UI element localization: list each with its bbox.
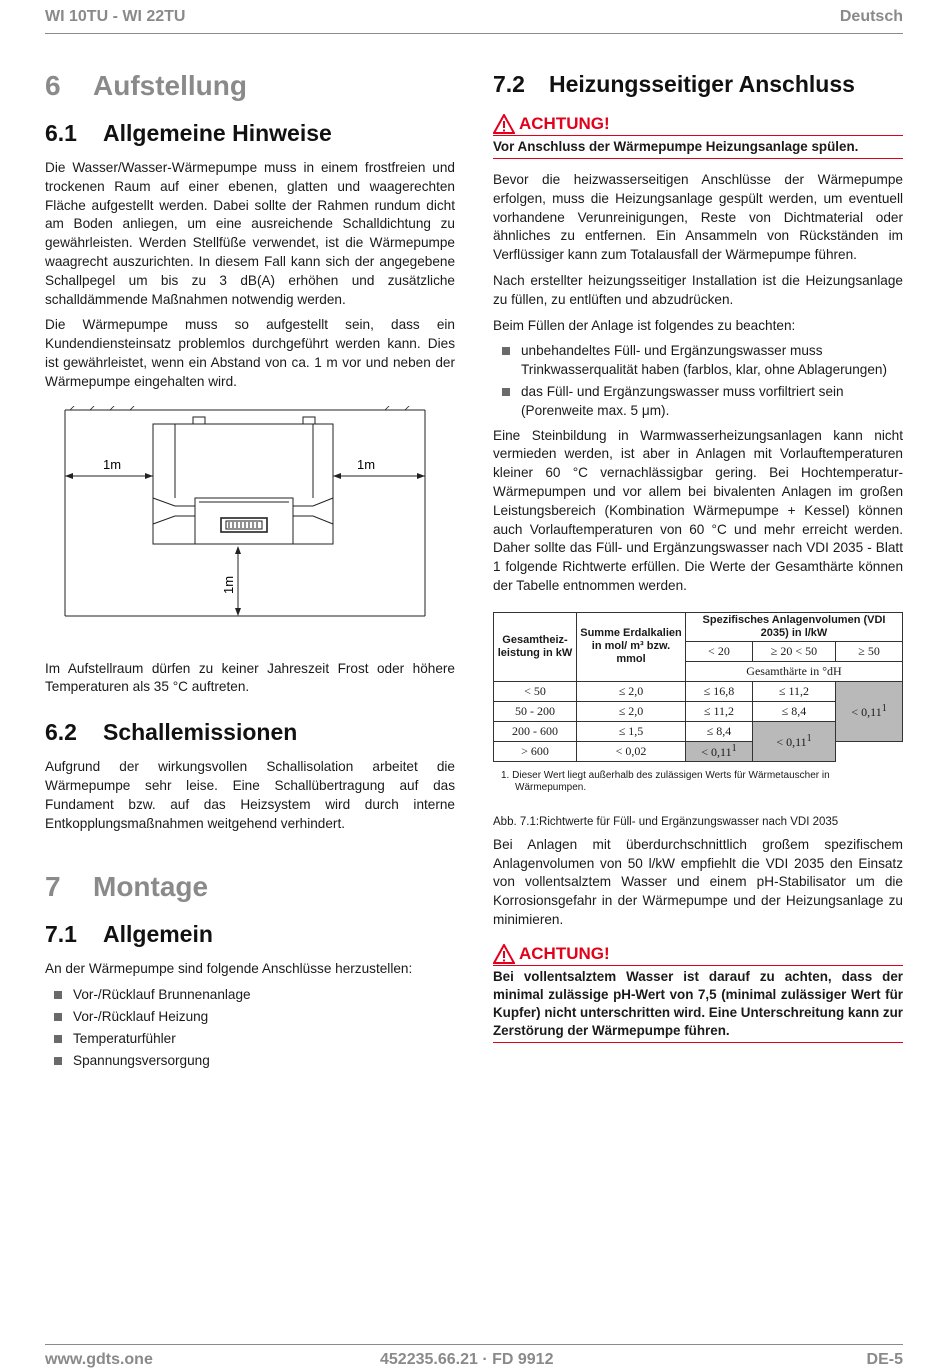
paragraph: Die Wasser/Wasser-Wärmepumpe muss in einem frostfreien und trockenen Raum auf einer ebenen, glatten und waagerechten Fläche aufgestellt werden. Dabei sollte der Rahmen rundum dicht am Boden anliegen, um eine ausreichende Schalldichtung zu gewährleisten. Werden Stellfüße verwendet, ist die Wärmepumpe waagrecht auszurichten. In diesem Fall kann sich der angegebene Schallpegel um bis zu 3 dB(A) erhöhen und zusätzliche schalldämmende Maßnahmen notwendig werden.	[45, 160, 455, 307]
table-header-vol-1: < 20	[686, 641, 753, 661]
paragraph: Im Aufstellraum dürfen zu keiner Jahreszeit Frost oder höhere Temperaturen als 35 °C auftreten.	[45, 660, 455, 695]
warning-title: ACHTUNG!	[519, 943, 610, 963]
table-header-vol-2: ≥ 20 < 50	[752, 641, 835, 661]
table-header-volume: Spezifisches Anlagenvolumen (VDI 2035) in l/kW	[686, 612, 903, 641]
section-7-1-heading: 7.1 Allgemein	[45, 921, 213, 948]
table-row: > 600 < 0,02 < $0,11^1$	[494, 741, 903, 761]
filling-rules-list	[493, 342, 903, 420]
table-row: < 50 ≤ 2,0 ≤ 16,8 ≤ 11,2 < $0,11^1$	[494, 681, 903, 701]
header-model: WI 10TU - WI 22TU	[45, 8, 186, 25]
warning-text: Vor Anschluss der Wärmepumpe Heizungsanlage spülen.	[493, 136, 903, 159]
list-item: Temperaturfühler	[45, 1030, 455, 1049]
paragraph: An der Wärmepumpe sind folgende Anschlüsse herzustellen:	[45, 961, 413, 977]
figure-caption: Abb. 7.1:Richtwerte für Füll- und Ergänzungswasser nach VDI 2035	[493, 815, 839, 828]
connection-list	[45, 986, 455, 1070]
paragraph: Aufgrund der wirkungsvollen Schallisolation arbeitet die Wärmepumpe sehr leise. Eine Schallübertragung auf das Fundament bzw. auf das Heizsystem wird durch interne Entkopplungsmaßnahmen weitgehend verhindert.	[45, 759, 455, 831]
paragraph: Die Wärmepumpe muss so aufgestellt sein, dass ein Kundendiensteinsatz problemlos durchgeführt werden kann. Dies ist gewährleistet, wenn ein Abstand von ca. 1 m vor und neben der Wärmepumpe eingehalten wird.	[45, 317, 455, 389]
warning-title: ACHTUNG!	[519, 114, 610, 133]
table-header-vol-3: ≥ 50	[836, 641, 903, 661]
warning-box	[493, 114, 903, 159]
clearance-diagram	[45, 406, 455, 656]
footer-divider	[45, 1344, 903, 1345]
warning-triangle-icon	[493, 114, 515, 134]
chapter-7-heading: 7 Montage	[45, 871, 209, 903]
section-7-2-heading: 7.2 Heizungsseitiger Anschluss	[493, 71, 855, 97]
clearance-diagram-svg	[45, 406, 455, 656]
chapter-6-heading: 6 Aufstellung	[45, 70, 247, 101]
footer-website: www.gdts.one	[45, 1351, 153, 1368]
list-item: Vor-/Rücklauf Brunnenanlage	[45, 986, 455, 1005]
table-footnote: 1. Dieser Wert liegt außerhalb des zulässigen Werts für Wärmetauscher in Wärmepumpen.	[501, 769, 830, 793]
merged-hardness-cell: < $0,11^1$	[836, 681, 903, 741]
left-column	[45, 60, 455, 1076]
right-column	[493, 60, 903, 1055]
merged-hardness-cell: < $0,11^1$	[752, 721, 835, 761]
table-header-power: Gesamtheiz-leistung in kW	[494, 612, 577, 681]
table-header-sum: Summe Erdalkalien in mol/ m³ bzw. mmol	[577, 612, 686, 681]
footer-doc-number: 452235.66.21 · FD 9912	[380, 1351, 554, 1368]
section-6-1-heading: 6.1 Allgemeine Hinweise	[45, 120, 332, 146]
paragraph: Nach erstellter heizungsseitiger Installation ist die Heizungsanlage zu füllen, zu entlüften und abzudrücken.	[493, 272, 903, 307]
dimension-right-label: 1m	[357, 456, 376, 472]
list-item: Spannungsversorgung	[45, 1052, 455, 1071]
header-language: Deutsch	[839, 8, 903, 25]
header-divider	[45, 33, 903, 34]
paragraph: Bei Anlagen mit überdurchschnittlich großem spezifischem Anlagenvolumen von 50 l/kW empfiehlt die VDI 2035 den Einsatz von vollentsalztem Wasser und einem pH-Stabilisator um die Korrosionsgefahr in der Wärmepumpe und der Heizungsanlage zu minimieren.	[493, 836, 903, 927]
section-6-2-heading: 6.2 Schallemissionen	[45, 719, 298, 746]
table-row: 200 - 600 ≤ 1,5 ≤ 8,4 < $0,11^1$	[494, 721, 903, 741]
paragraph: Beim Füllen der Anlage ist folgendes zu beachten:	[493, 317, 796, 333]
warning-triangle-icon	[493, 944, 515, 964]
list-item: das Füll- und Ergänzungswasser muss vorfiltriert sein (Porenweite max. 5 μm).	[493, 383, 903, 421]
footer-page-number: DE-5	[866, 1351, 903, 1368]
table-row: 50 - 200 ≤ 2,0 ≤ 11,2 ≤ 8,4	[494, 701, 903, 721]
paragraph: Eine Steinbildung in Warmwasserheizungsanlagen kann nicht vermieden werden, ist aber in Anlagen mit Vorlauftemperaturen kleiner 60 °C vernachlässigbar gering. Bei Hochtemperatur-Wärmepumpen und vor allem bei bivalenten Anlagen im großen Leistungsbereich (Kombination Wärmepumpe + Kessel) können auch Vorlauftemperaturen von 60 °C und mehr erreicht werden. Daher sollte das Füll- und Ergänzungswasser nach VDI 2035 - Blatt 1 folgende Richtwerte erfüllen. Die Werte der Gesamthärte können der Tabelle entnommen werden.	[493, 427, 903, 593]
warning-text: Bei vollentsalztem Wasser ist darauf zu achten, dass der minimal zulässige pH-Wert von 7,5 (minimal zulässiger Wert für Kupfer) nicht unterschritten wird. Eine Unterschreitung kann zur Zerstörung der Wärmepumpe führen.	[493, 965, 903, 1043]
dimension-front-label: 1m	[221, 575, 236, 594]
vdi-2035-table	[493, 612, 903, 762]
dimension-left-label: 1m	[103, 456, 122, 472]
warning-box	[493, 944, 903, 1043]
list-item: Vor-/Rücklauf Heizung	[45, 1008, 455, 1027]
table-header-hardness: Gesamthärte in °dH	[686, 661, 903, 681]
paragraph: Bevor die heizwasserseitigen Anschlüsse der Wärmepumpe erfolgen, muss die Heizungsanlage gespült werden, um eventuell vorhandene Verunreinigungen, Reste von Dichtmaterial oder ähnliches zu entfernen. Ein Ansammeln von Rückständen im Verflüssiger kann zum Totalausfall der Wärmepumpe führen.	[493, 172, 903, 263]
list-item: unbehandeltes Füll- und Ergänzungswasser muss Trinkwasserqualität haben (farblos, klar, ohne Ablagerungen)	[493, 342, 903, 380]
